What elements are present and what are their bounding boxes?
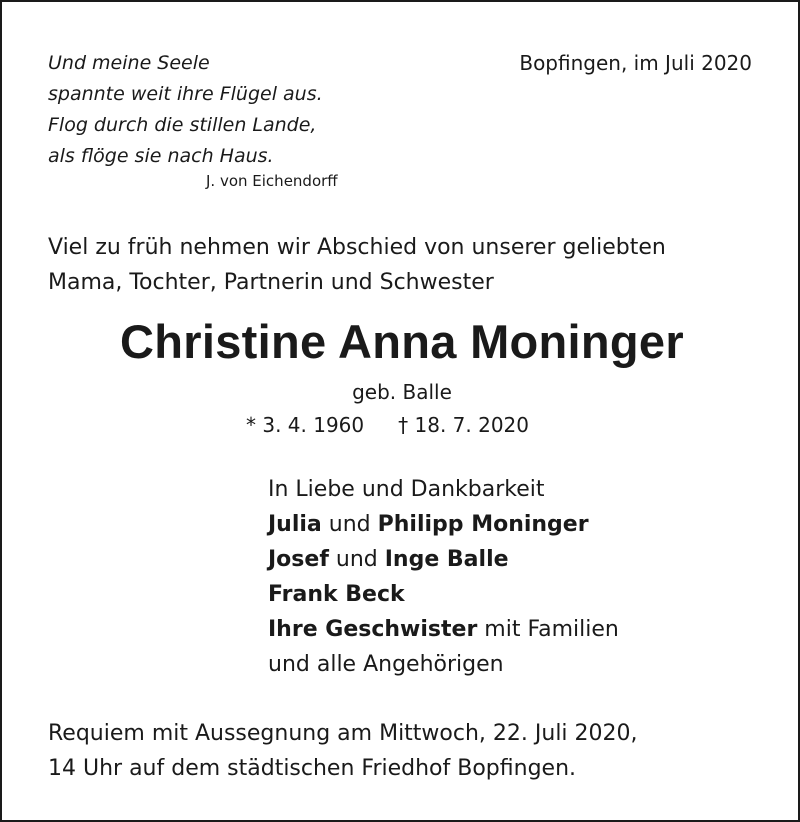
mourner-connector: und (328, 547, 385, 572)
poem-line: als flöge sie nach Haus. (48, 145, 274, 167)
poem-line: spannte weit ihre Flügel aus. (48, 83, 323, 105)
mourner-name: Ihre Geschwister (268, 617, 478, 642)
mourner-name: Inge Balle (384, 547, 509, 572)
maiden-name: geb. Balle (352, 380, 452, 404)
birth-date: * 3. 4. 1960 (246, 413, 365, 437)
poem-line: Flog durch die stillen Lande, (48, 114, 317, 136)
place-date: Bopfingen, im Juli 2020 (519, 51, 752, 75)
mourners-closing: und alle Angehörigen (268, 652, 504, 677)
mourner-line (268, 612, 619, 647)
mourners-heading: In Liebe und Dankbarkeit (268, 477, 545, 502)
mourner-line (268, 507, 619, 542)
intro-line: Viel zu früh nehmen wir Abschied von unserer geliebten (48, 235, 666, 260)
requiem-line: 14 Uhr auf dem städtischen Friedhof Bopfingen. (48, 756, 577, 781)
mourner-name: Frank Beck (268, 582, 405, 607)
mourner-line (268, 542, 619, 577)
poem-author: J. von Eichendorff (206, 172, 338, 190)
deceased-name: Christine Anna Moninger (120, 315, 684, 368)
intro-line: Mama, Tochter, Partnerin und Schwester (48, 270, 494, 295)
mourner-line (268, 577, 619, 612)
poem-line: Und meine Seele (48, 52, 210, 74)
life-dates (246, 413, 529, 437)
death-date: † 18. 7. 2020 (398, 413, 529, 437)
mourner-name: Philipp Moninger (377, 512, 589, 537)
requiem-line: Requiem mit Aussegnung am Mittwoch, 22. Juli 2020, (48, 721, 638, 746)
requiem-info (48, 716, 638, 786)
mourner-name: Julia (268, 512, 322, 537)
intro-text (48, 230, 666, 300)
mourner-connector: und (321, 512, 378, 537)
mourner-connector: mit Familien (477, 617, 619, 642)
poem-quote (48, 48, 323, 172)
mourners-list (268, 472, 619, 682)
mourner-name: Josef (268, 547, 329, 572)
